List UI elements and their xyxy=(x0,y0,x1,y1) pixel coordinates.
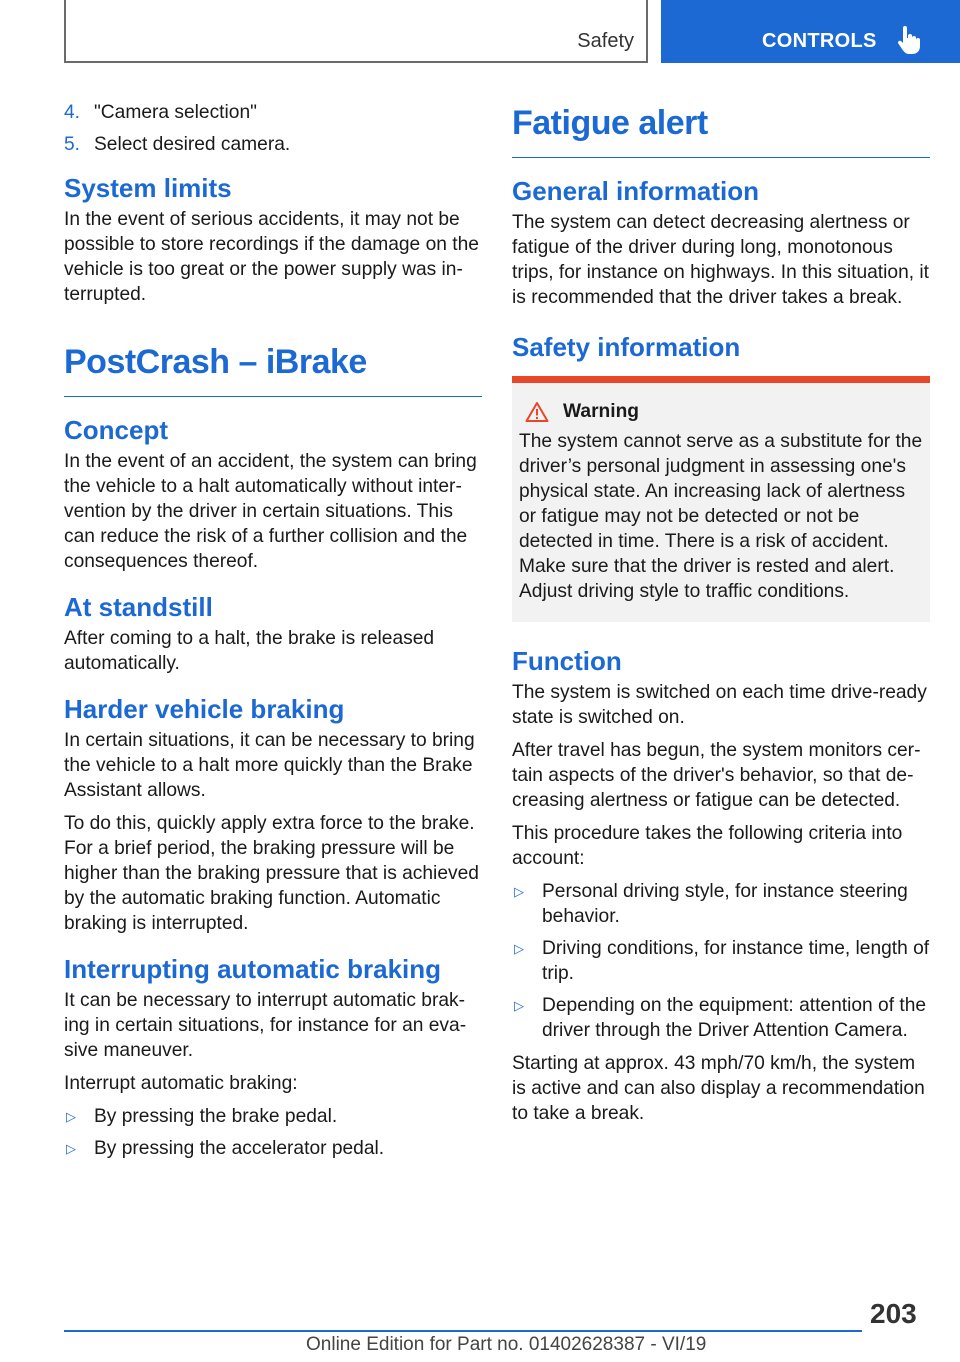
page-number: 203 xyxy=(870,1298,917,1329)
harder-braking-text-2: To do this, quickly apply extra force to the brake. For a brief period, the braking pressure will be higher than the braking pressure that is achieved by the automatic braking function. Automatic braking is interrupted. xyxy=(64,813,479,934)
general-information-text: The system can detect decreasing alertness or fatigue of the driver during long, monotonous trips, for instance on highways. In this situation, it is recommended that the driver takes a break. xyxy=(512,212,930,308)
interrupt-braking-text-1: It can be necessary to interrupt automatic braking in certain situations, for instance for an evasive maneuver. xyxy=(64,990,467,1061)
fatigue-alert-heading: Fatigue alert xyxy=(512,104,930,158)
list-item xyxy=(512,879,930,929)
bullet-text: By pressing the accelerator pedal. xyxy=(94,1138,385,1159)
function-heading: Function xyxy=(512,646,622,676)
function-text-3: This procedure takes the following criteria into account: xyxy=(512,823,903,869)
postcrash-heading: PostCrash – iBrake xyxy=(64,343,482,397)
right-column xyxy=(512,100,930,1134)
list-item xyxy=(64,132,482,157)
triangle-bullet-icon: ▷ xyxy=(514,884,524,899)
list-item xyxy=(64,1136,482,1161)
triangle-bullet-icon: ▷ xyxy=(66,1141,76,1156)
warning-text: The system cannot serve as a substitute for the driver’s personal judgment in assessing one's physical state. An increasing lack of alertness or fatigue may not be detected or not be detected in time. There is a risk of accident. Make sure that the driver is rested and alert. Adjust driving style to traffic conditions. xyxy=(519,431,923,602)
interrupt-braking-heading: Interrupting automatic braking xyxy=(64,954,442,984)
system-limits-text: In the event of serious accidents, it may not be possible to store recordings if the damage on the vehicle is too great or the power supply was interrupted. xyxy=(64,209,479,305)
header-chapter-tab xyxy=(661,0,960,63)
safety-information-heading: Safety information xyxy=(512,332,741,362)
interrupt-bullet-list xyxy=(64,1104,482,1161)
header-section-title: Safety xyxy=(577,30,634,52)
list-item xyxy=(512,936,930,986)
concept-heading: Concept xyxy=(64,415,168,445)
list-item xyxy=(512,993,930,1043)
left-column xyxy=(64,100,482,1169)
criteria-bullet-list xyxy=(512,879,930,1043)
general-information-heading: General information xyxy=(512,176,760,206)
function-text-2: After travel has begun, the system monitors certain aspects of the driver's behavior, so that decreasing alertness or fatigue can be detected. xyxy=(512,740,921,811)
triangle-bullet-icon: ▷ xyxy=(66,1109,76,1124)
list-item xyxy=(64,1104,482,1129)
header-section-box xyxy=(64,0,648,63)
step-text: Select desired camera. xyxy=(94,134,291,155)
step-text: "Camera selection" xyxy=(94,102,257,123)
warning-title: Warning xyxy=(563,401,640,422)
standstill-text: After coming to a halt, the brake is released automatically. xyxy=(64,628,435,674)
list-item xyxy=(64,100,482,125)
function-text-1: The system is switched on each time drive-ready state is switched on. xyxy=(512,682,927,728)
system-limits-heading: System limits xyxy=(64,173,232,203)
bullet-text: Depending on the equipment: attention of the driver through the Driver Attention Camera. xyxy=(542,995,927,1041)
triangle-bullet-icon: ▷ xyxy=(514,941,524,956)
footer-divider xyxy=(64,1330,862,1332)
bullet-text: Driving conditions, for instance time, length of trip. xyxy=(542,938,930,984)
pointing-hand-icon xyxy=(897,26,921,54)
warning-title-row xyxy=(519,401,923,423)
step-list xyxy=(64,100,482,157)
bullet-text: By pressing the brake pedal. xyxy=(94,1106,338,1127)
standstill-heading: At standstill xyxy=(64,592,213,622)
header-chapter-title: CONTROLS xyxy=(762,30,877,52)
step-number: 4. xyxy=(64,102,81,123)
harder-braking-heading: Harder vehicle braking xyxy=(64,694,345,724)
bullet-text: Personal driving style, for instance steering behavior. xyxy=(542,881,908,927)
warning-triangle-icon xyxy=(525,401,549,423)
footer-edition-text: Online Edition for Part no. 01402628387 - VI/19 xyxy=(306,1334,707,1355)
harder-braking-text-1: In certain situations, it can be necessary to bring the vehicle to a halt more quickly than the Brake Assistant allows. xyxy=(64,730,475,801)
interrupt-braking-text-2: Interrupt automatic braking: xyxy=(64,1073,298,1094)
step-number: 5. xyxy=(64,134,81,155)
warning-box xyxy=(512,376,930,622)
function-text-4: Starting at approx. 43 mph/70 km/h, the system is active and can also display a recommendation to take a break. xyxy=(512,1053,925,1124)
concept-text: In the event of an accident, the system can bring the vehicle to a halt automatically without intervention by the driver in certain situations. This can reduce the risk of a further collision and the consequences thereof. xyxy=(64,451,477,572)
triangle-bullet-icon: ▷ xyxy=(514,998,524,1013)
